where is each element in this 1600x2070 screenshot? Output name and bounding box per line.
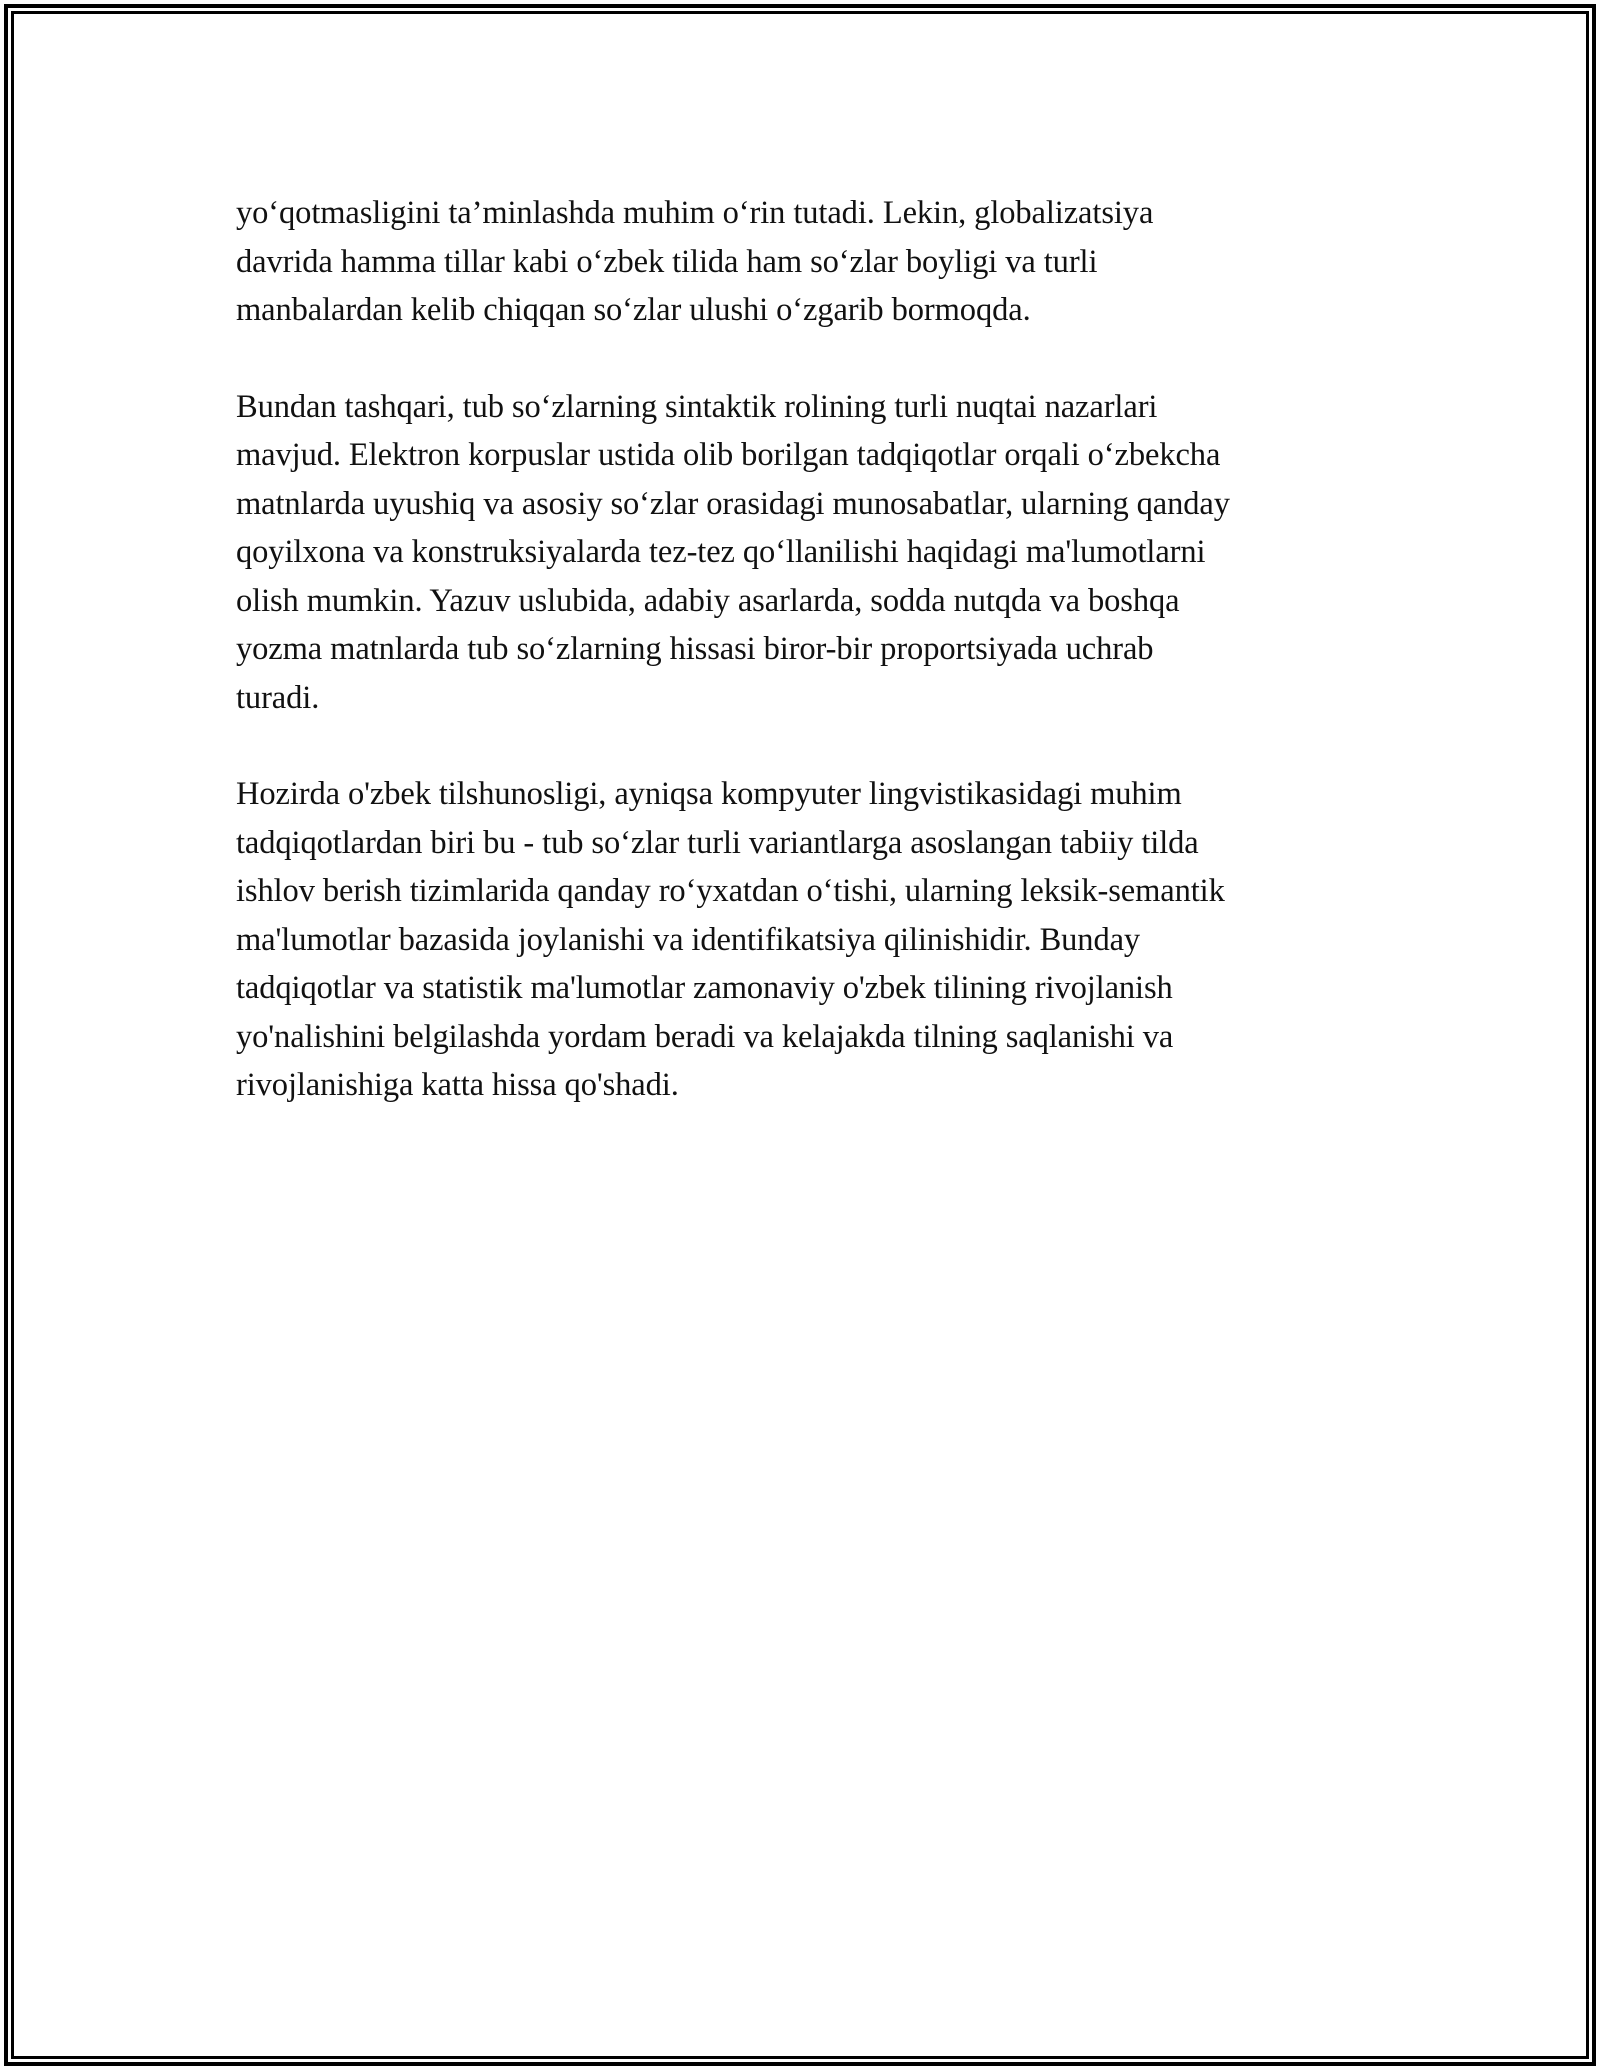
text-line: davrida hamma tillar kabi o‘zbek tilida ham so‘zlar boyligi va turli xyxy=(236,243,1098,280)
text-line: ishlov berish tizimlarida qanday ro‘yxatdan o‘tishi, ularning leksik-semantik xyxy=(236,873,1225,909)
text-line: qoyilxona va konstruksiyalarda tez-tez qo‘llanilishi haqidagi ma'lumotlarni xyxy=(236,534,1206,570)
text-line: olish mumkin. Yazuv uslubida, adabiy asarlarda, sodda nutqda va boshqa xyxy=(236,582,1180,619)
text-line: tadqiqotlar va statistik ma'lumotlar zamonaviy o'zbek tilining rivojlanish xyxy=(236,970,1173,1006)
text-line: yozma matnlarda tub so‘zlarning hissasi biror-bir proportsiyada uchrab xyxy=(236,631,1154,667)
text-line: mavjud. Elektron korpuslar ustida olib borilgan tadqiqotlar orqali o‘zbekcha xyxy=(236,437,1221,473)
text-line: yo‘qotmasligini ta’minlashda muhim o‘rin tutadi. Lekin, globalizatsiya xyxy=(236,195,1154,231)
text-line: turadi. xyxy=(236,679,320,716)
text-line: ma'lumotlar bazasida joylanishi va identifikatsiya qilinishidir. Bunday xyxy=(236,921,1141,958)
text-line: matnlarda uyushiq va asosiy so‘zlar orasidagi munosabatlar, ularning qanday xyxy=(236,485,1230,522)
text-line: yo'nalishini belgilashda yordam beradi va kelajakda tilning saqlanishi va xyxy=(236,1018,1174,1055)
paragraph-3 xyxy=(236,770,1366,1110)
document-body xyxy=(236,189,1366,1158)
paragraph-1 xyxy=(236,189,1366,335)
text-line: rivojlanishiga katta hissa qo'shadi. xyxy=(236,1067,679,1103)
text-line: Bundan tashqari, tub so‘zlarning sintaktik rolining turli nuqtai nazarlari xyxy=(236,388,1158,425)
paragraph-2 xyxy=(236,383,1366,723)
text-line: tadqiqotlardan biri bu - tub so‘zlar turli variantlarga asoslangan tabiiy tilda xyxy=(236,824,1199,861)
text-line: Hozirda o'zbek tilshunosligi, ayniqsa kompyuter lingvistikasidagi muhim xyxy=(236,776,1182,812)
text-line: manbalardan kelib chiqqan so‘zlar ulushi o‘zgarib bormoqda. xyxy=(236,292,1031,328)
